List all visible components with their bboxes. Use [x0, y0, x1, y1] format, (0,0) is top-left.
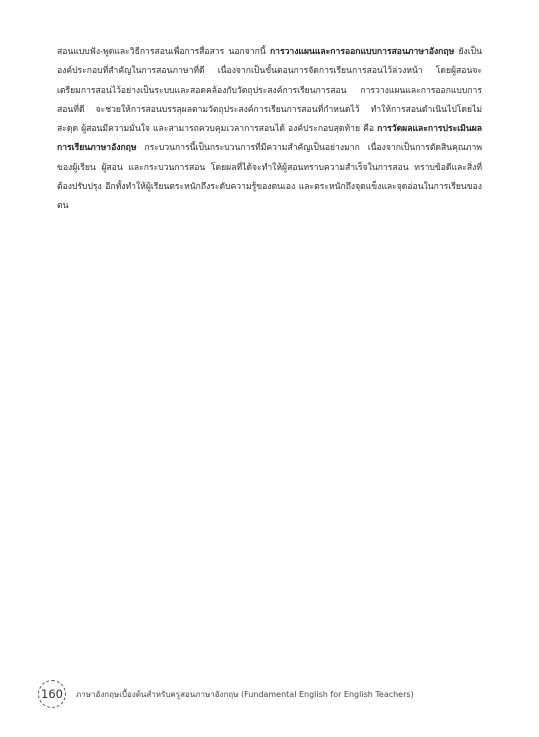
- paragraph-text-2: ยังเป็นองค์ประกอบที่สำคัญในการสอนภาษาที่ดี เนื่องจากเป็นขั้นตอนการจัดการเรียนการสอนไว้ล่วงหน้า โดยผู้สอนจะเตรียมการสอนไว้อย่างเป็นระบบและสอดคล้องกับวัตถุประสงค์การเรียนการสอน การวางแผนและการออกแบบการสอนที่ดี จะช่วยให้การสอนบรรลุผลตามวัตถุประสงค์การเรียนการสอนที่กำหนดไว้ ทำให้การสอนดำเนินไปโดยไม่สะดุด ผู้สอนมีความมั่นใจ และสามารถควบคุมเวลาการสอนได้ องค์ประกอบสุดท้าย คือ: [57, 47, 483, 135]
- page-number: 160: [41, 687, 63, 701]
- body-paragraph: [57, 43, 482, 217]
- emphasis-planning-design: การวางแผนและการออกแบบการสอนภาษาอังกฤษ: [269, 47, 455, 57]
- page-footer: [38, 680, 498, 712]
- running-title: ภาษาอังกฤษเบื้องต้นสำหรับครูสอนภาษาอังกฤษ (Fundamental English for English Teachers): [76, 690, 414, 699]
- paragraph-text-3: กระบวนการนี้เป็นกระบวนการที่มีความสำคัญเป็นอย่างมาก เนื่องจากเป็นการตัดสินคุณภาพของผู้เรียน ผู้สอน และกระบวนการสอน โดยผลที่ได้จะทำให้ผู้สอนทราบความสำเร็จในการสอน ทราบข้อดีและสิ่งที่ต้องปรับปรุง อีกทั้งทำให้ผู้เรียนตระหนักถึงระดับความรู้ของตนเอง และตระหนักถึงจุดแข็งและจุดอ่อนในการเรียนของตน: [57, 143, 482, 212]
- paragraph-text-1: สอนแบบฟัง-พูดและวิธีการสอนเพื่อการสื่อสาร นอกจากนี้: [57, 47, 270, 57]
- emphasis-measurement-evaluation: การวัดผลและการประเมินผลการเรียนภาษาอังกฤษ: [57, 124, 482, 154]
